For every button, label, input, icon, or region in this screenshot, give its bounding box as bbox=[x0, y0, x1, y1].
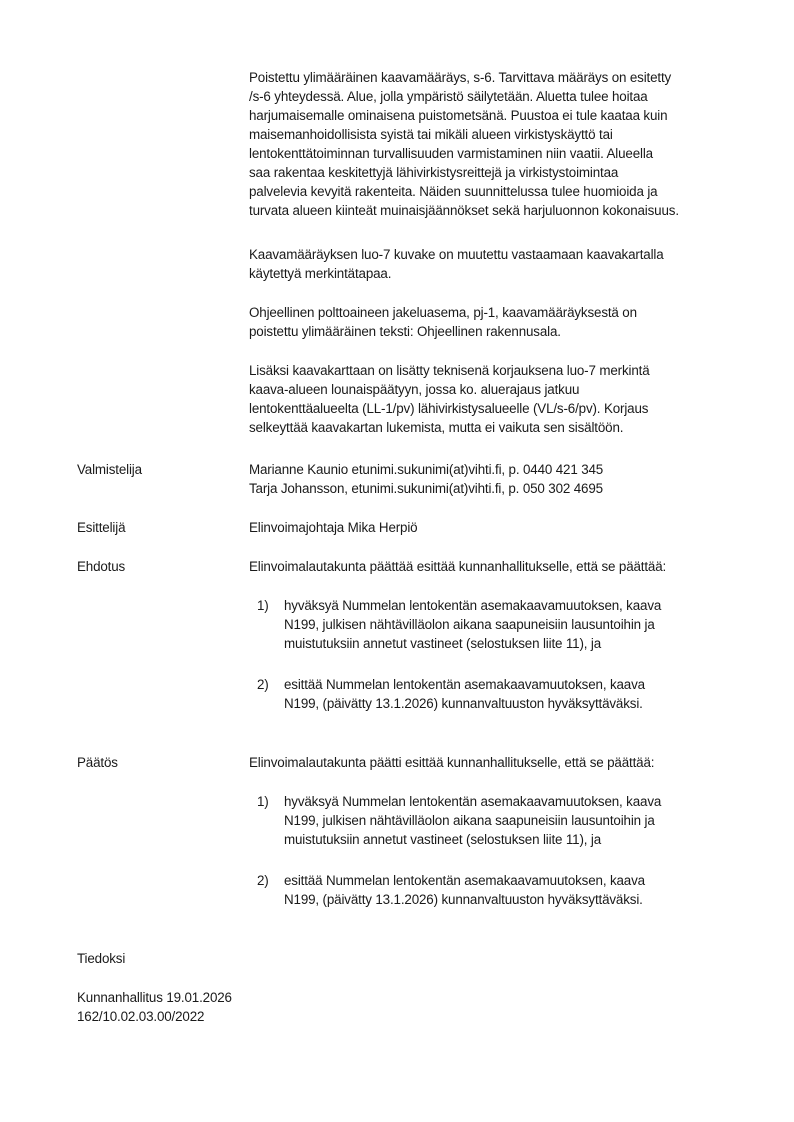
text-line: selkeyttää kaavakartan lukemista, mutta ei vaikuta sen sisältöön. bbox=[249, 420, 624, 435]
valmistelija-label: Valmistelija bbox=[77, 462, 142, 477]
paragraph-fuel-station bbox=[249, 303, 749, 341]
text-line: poistettu ylimääräinen teksti: Ohjeellinen rakennusala. bbox=[249, 324, 561, 339]
ehdotus-intro: Elinvoimalautakunta päättää esittää kunnanhallitukselle, että se päättää: bbox=[249, 559, 667, 574]
text-line: Poistettu ylimääräinen kaavamääräys, s-6. Tarvittava määräys on esitetty bbox=[249, 70, 672, 85]
preparer-contact: Tarja Johansson, etunimi.sukunimi(at)vihti.fi, p. 050 302 4695 bbox=[249, 481, 603, 496]
text-line: hyväksyä Nummelan lentokentän asemakaavamuutoksen, kaava bbox=[284, 598, 662, 613]
text-line: harjumaisemalle ominaisena puistometsänä. Puustoa ei tule kaataa kuin bbox=[249, 108, 668, 123]
paragraph-technical-correction bbox=[249, 361, 749, 437]
text-line: esittää Nummelan lentokentän asemakaavamuutoksen, kaava bbox=[284, 677, 645, 692]
text-line: N199, julkisen nähtävilläolon aikana saapuneisiin lausuntoihin ja bbox=[284, 813, 655, 828]
text-line: Ohjeellinen polttoaineen jakeluasema, pj-1, kaavamääräyksestä on bbox=[249, 305, 637, 320]
text-line: N199, (päivätty 13.1.2026) kunnanvaltuuston hyväksyttäväksi. bbox=[284, 892, 643, 907]
text-line: turvata alueen kiinteät muinaisjäännökset sekä harjuluonnon kokonaisuus. bbox=[249, 203, 679, 218]
text-line: /s-6 yhteydessä. Alue, jolla ympäristö säilytetään. Aluetta tulee hoitaa bbox=[249, 89, 648, 104]
preparer-contact: Marianne Kaunio etunimi.sukunimi(at)vihti.fi, p. 0440 421 345 bbox=[249, 462, 604, 477]
valmistelija-value bbox=[249, 460, 603, 498]
list-number: 1) bbox=[257, 794, 269, 809]
tiedoksi-label: Tiedoksi bbox=[77, 951, 126, 966]
list-number: 2) bbox=[257, 677, 269, 692]
text-line: maisemanhoidollisista syistä tai mikäli alueen virkistyskäyttö tai bbox=[249, 127, 613, 142]
esittelija-label: Esittelijä bbox=[77, 520, 126, 535]
ehdotus-label: Ehdotus bbox=[77, 559, 126, 574]
text-line: N199, (päivätty 13.1.2026) kunnanvaltuuston hyväksyttäväksi. bbox=[284, 696, 643, 711]
text-line: esittää Nummelan lentokentän asemakaavamuutoksen, kaava bbox=[284, 873, 645, 888]
paragraph-removed-regulation bbox=[249, 68, 749, 220]
text-line: palvelevia kevyitä rakenteita. Näiden suunnittelussa tulee huomioida ja bbox=[249, 184, 658, 199]
text-line: kaava-alueen lounaispäätyyn, jossa ko. aluerajaus jatkuu bbox=[249, 382, 580, 397]
list-number: 1) bbox=[257, 598, 269, 613]
paragraph-icon-change bbox=[249, 245, 749, 283]
list-number: 2) bbox=[257, 873, 269, 888]
paatos-intro: Elinvoimalautakunta päätti esittää kunnanhallitukselle, että se päättää: bbox=[249, 755, 655, 770]
meeting-reference: Kunnanhallitus 19.01.2026 bbox=[77, 990, 232, 1005]
text-line: käytettyä merkintätapaa. bbox=[249, 266, 392, 281]
paatos-label: Päätös bbox=[77, 755, 118, 770]
text-line: hyväksyä Nummelan lentokentän asemakaavamuutoksen, kaava bbox=[284, 794, 662, 809]
text-line: Kaavamääräyksen luo-7 kuvake on muutettu vastaamaan kaavakartalla bbox=[249, 247, 664, 262]
text-line: saa rakentaa keskitettyjä lähivirkistysreittejä ja virkistystoimintaa bbox=[249, 165, 619, 180]
text-line: lentokenttäalueelta (LL-1/pv) lähivirkistysalueelle (VL/s-6/pv). Korjaus bbox=[249, 401, 649, 416]
text-line: muistutuksiin annetut vastineet (selostuksen liite 11), ja bbox=[284, 636, 602, 651]
text-line: Lisäksi kaavakarttaan on lisätty teknisenä korjauksena luo-7 merkintä bbox=[249, 363, 650, 378]
record-number: 162/10.02.03.00/2022 bbox=[77, 1009, 205, 1024]
text-line: N199, julkisen nähtävilläolon aikana saapuneisiin lausuntoihin ja bbox=[284, 617, 655, 632]
text-line: lentokenttätoiminnan turvallisuuden varmistaminen niin vaatii. Alueella bbox=[249, 146, 653, 161]
esittelija-value: Elinvoimajohtaja Mika Herpiö bbox=[249, 520, 418, 535]
document-footer bbox=[77, 988, 232, 1026]
text-line: muistutuksiin annetut vastineet (selostuksen liite 11), ja bbox=[284, 832, 602, 847]
